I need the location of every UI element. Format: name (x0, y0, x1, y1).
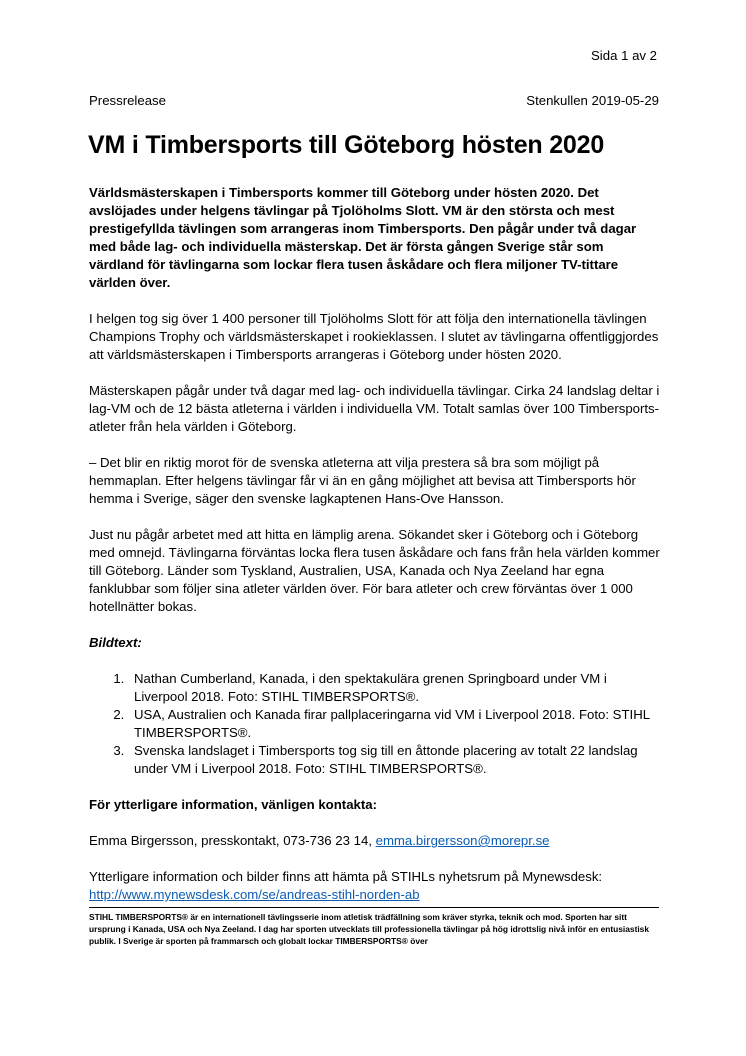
caption-list (89, 670, 661, 778)
body-paragraph: Mästerskapen pågår under två dagar med lag- och individuella tävlingar. Cirka 24 landslag deltar i lag-VM och de 12 bästa atleterna i världen i individuella VM. Totalt samlas över 100 Timbersports-atleter från hela världen i Göteborg. (89, 383, 660, 434)
contact-text: Emma Birgersson, presskontakt, 073-736 23 14, (89, 833, 376, 848)
contact-heading: För ytterligare information, vänligen kontakta: (89, 797, 377, 812)
caption-item: 3. Svenska landslaget i Timbersports tog sig till en åttonde placering av totalt 22 landslag under VM i Liverpool 2018. Foto: STIHL TIMBERSPORTS®. (128, 742, 661, 778)
body-paragraph: I helgen tog sig över 1 400 personer till Tjolöholms Slott för att följa den internationella tävlingen Champions Trophy och världsmästerskapet i rookieklassen. I slutet av tävlingarna offentliggjordes att världsmästerskapen i Timbersports arrangeras i Göteborg under hösten 2020. (89, 311, 659, 362)
email-link[interactable]: emma.birgersson@morepr.se (375, 833, 550, 848)
contact-line (89, 832, 661, 850)
newsroom-text: Ytterligare information och bilder finns att hämta på STIHLs nyhetsrum på Mynewsdesk: (89, 869, 603, 884)
body-paragraph: Just nu pågår arbetet med att hitta en lämplig arena. Sökandet sker i Göteborg och i Göteborg med omnejd. Tävlingarna förväntas locka flera tusen åskådare och fans från hela världen kommer till Göteborg. Länder som Tyskland, Australien, USA, Kanada och Nya Zeeland har egna fanklubbar som följer sina atleter världen över. För bara atleter och crew förväntas över 1 000 hotellnätter bokas. (89, 527, 660, 614)
place-date: Stenkullen 2019-05-29 (526, 93, 659, 108)
footer-text: STIHL TIMBERSPORTS® är en internationell tävlingsserie inom atletisk trädfällning som kräver styrka, teknik och mod. Sporten har sitt ursprung i Kanada, USA och Nya Zeeland. I dag har sporten utvecklats till professionella tävlingar på hög idrottslig nivå inför en entusiastisk publik. I Sverige är sporten på frammarsch och globalt lockar TIMBERSPORTS® över (89, 912, 649, 946)
footer-divider (89, 907, 659, 908)
newsroom-link[interactable]: http://www.mynewsdesk.com/se/andreas-stihl-norden-ab (89, 887, 420, 902)
page-number: Sida 1 av 2 (591, 48, 657, 63)
document-body (89, 184, 661, 904)
caption-heading: Bildtext: (89, 635, 142, 650)
newsroom-link-line (89, 886, 661, 904)
document-header (89, 92, 659, 110)
document-type: Pressrelease (89, 93, 166, 108)
caption-item: 1. Nathan Cumberland, Kanada, i den spektakulära grenen Springboard under VM i Liverpool 2018. Foto: STIHL TIMBERSPORTS®. (128, 670, 661, 706)
page-title: VM i Timbersports till Göteborg hösten 2020 (88, 131, 605, 159)
caption-item: 2. USA, Australien och Kanada firar pallplaceringarna vid VM i Liverpool 2018. Foto: STIHL TIMBERSPORTS®. (128, 706, 661, 742)
lead-paragraph: Världsmästerskapen i Timbersports kommer till Göteborg under hösten 2020. Det avslöjades under helgens tävlingar på Tjolöholms Slott. VM är den största och mest prestigefyllda tävlingen som arrangeras inom Timbersports. Den pågår under två dagar med både lag- och individuella mästerskap. Det är första gången Sverige står som värdland för tävlingarna som lockar flera tusen åskådare och flera miljoner TV-tittare världen över. (89, 185, 637, 290)
body-paragraph: – Det blir en riktig morot för de svenska atleterna att vilja prestera så bra som möjligt på hemmaplan. Efter helgens tävlingar får vi än en gång möjlighet att bevisa att Timbersports hör hemma i Sverige, säger den svenske lagkaptenen Hans-Ove Hansson. (89, 455, 636, 506)
